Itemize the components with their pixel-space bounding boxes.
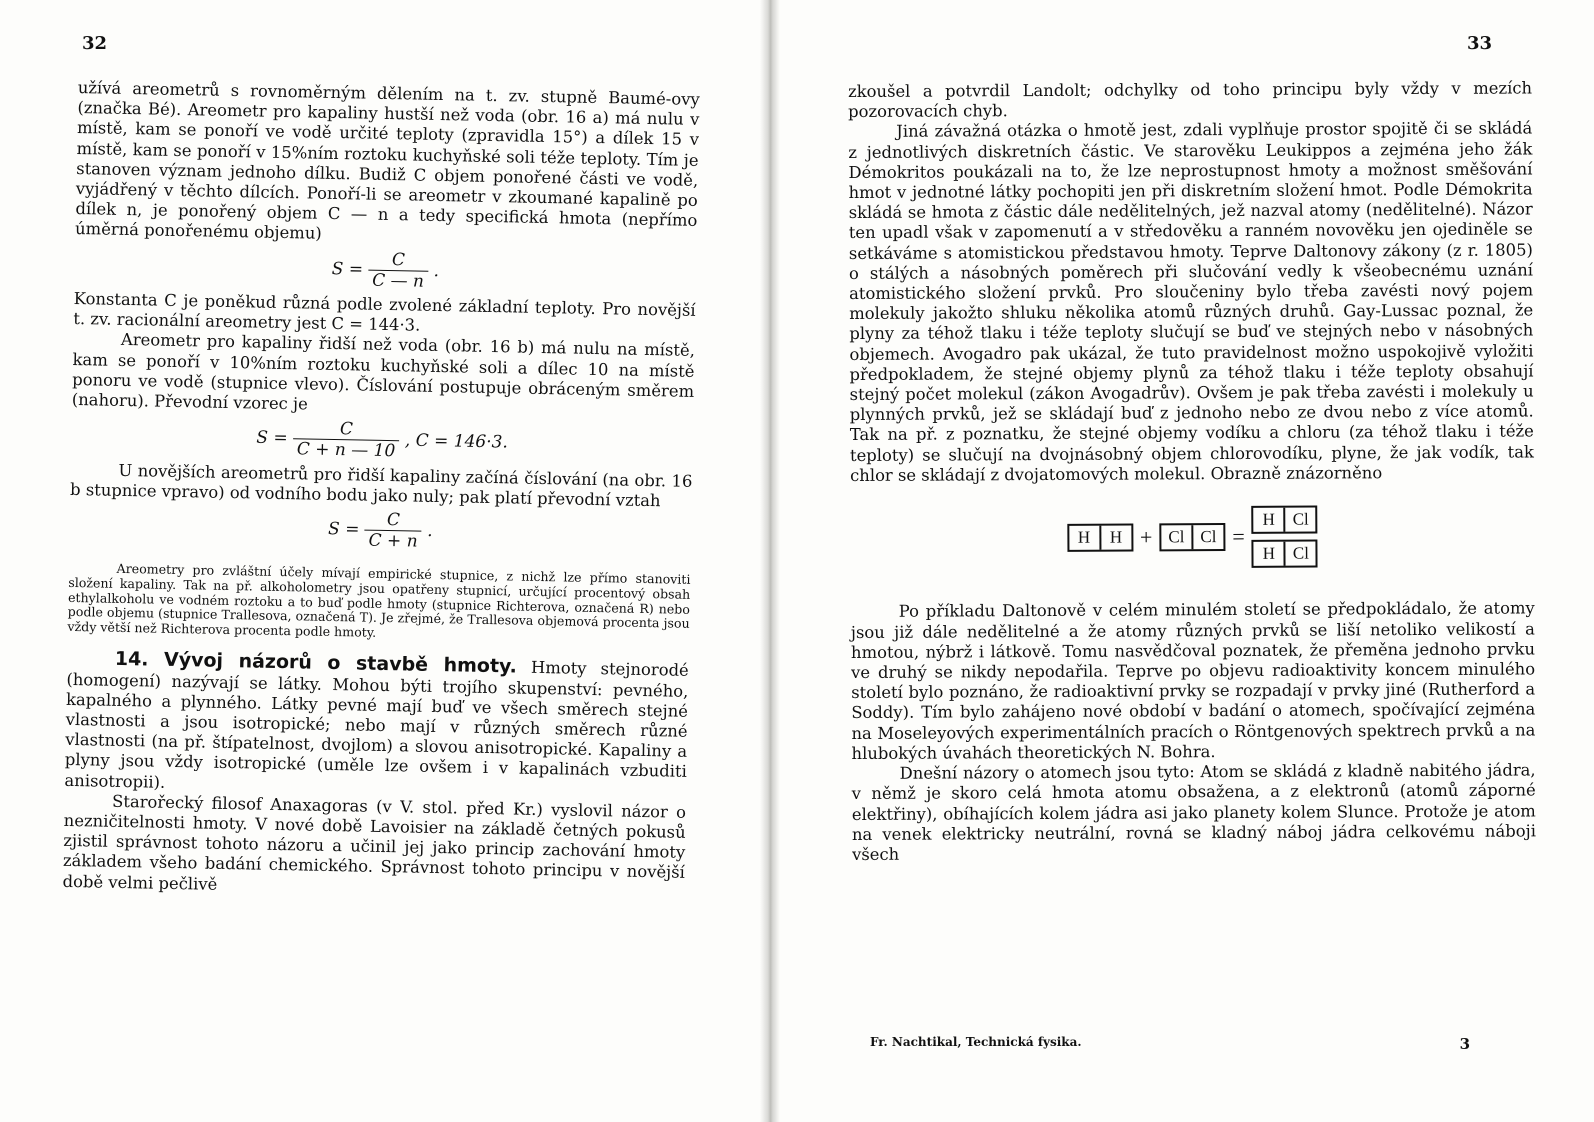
fraction [368,249,429,292]
fraction-numerator: C [365,510,422,532]
fraction [364,510,422,552]
fraction-denominator: C + n [368,530,418,552]
left-page [0,0,760,1122]
fraction [293,418,400,461]
page-footer [870,1035,1470,1053]
molecule-diagram [850,504,1534,570]
paragraph: Starořecký filosof Anaxagoras (v V. stol. před Kr.) vyslovil názor o nezničitelnosti hmoty. V nové době Lavoisier na základě četných pokusů zjistil správnost tohoto názoru a učinil jej jako princip zachování hmoty základem všeho badání chemického. Správnost tohoto principu v novější době velmi pečlivě [62,791,687,894]
formula-lhs: S = [327,519,360,540]
chlorine-molecule [1159,523,1225,552]
paragraph: Dnešní názory o atomech jsou tyto: Atom se skládá z kladně nabitého jádra, v němž je skoro celá hmota atomu obsažena, a z elektronů (atomů záporné elektřiny), obíhajících kolem jádra asi jako planety kolem Slunce. Protože je atom na venek elektricky neutrální, rovná se kladný náboj jádra celkovému náboji všech [851,760,1536,864]
fraction-denominator: C — n [372,270,425,292]
book-gutter [760,0,780,1122]
right-page [780,0,1594,1122]
signature-mark: 3 [1459,1035,1470,1053]
fraction-numerator: C [293,418,400,441]
atom-cl: Cl [1284,508,1316,532]
atom-h: H [1262,509,1275,529]
atom-h: H [1099,526,1131,550]
section-heading: 14. Vývoj názorů o stavbě hmoty. [114,648,518,678]
paragraph: Konstanta C je poněkud různá podle zvolené základní teploty. Pro novější t. zv. racionální areometry jest C = 144·3. [73,288,696,335]
hydrogen-molecule [1067,524,1133,553]
formula-lhs: S = [256,427,288,449]
section-text: Hmoty stejnorodé (homogení) nazývají se látky. Mohou býti trojího skupenství: pevného, kapalného a plynného. Látky pevné mají buď ve všech směrech stejné vlastnosti a jsou isotropické; nebo mají v různých směrech různé vlastnosti (na př. štípatelnost, dvojlom) a slovou anisotropické. Kapaliny a plyny jsou vždy isotropické (uměle lze ovšem i v kapalinách vzbuditi anisotropii). [64,658,689,792]
atom-h: H [1262,544,1276,564]
paragraph: zkoušel a potvrdil Landolt; odchylky od toho principu byly vždy v mezích pozorovacích chyb. [848,78,1533,122]
footer-book-title: Fr. Nachtikal, Technická fysika. [870,1035,1082,1049]
right-page-text [848,78,1536,865]
equals-sign: = [1232,524,1245,550]
fraction-numerator: C [368,249,428,271]
hcl-molecule [1252,506,1318,535]
left-page-text [62,78,700,904]
formula-end: . [433,260,440,281]
hydrogen-chloride-molecules [1252,506,1318,569]
small-print-note: Areometry pro zvláštní účely mívají empirické stupnice, z nichž lze přímo stanoviti složení kapaliny. Tak na př. alkoholometry jsou opatřeny stupnicí, určující procentový obsah ethylalkoholu ve vodném roztoku a to buď podle hmoty (stupnice Richterova, označená R) nebo podle objemu (stupnice Trallesova, označená T). Je zřejmé, že Trallesova objemová procenta jsou vždy větší než Richterova procenta podle hmoty. [67,561,691,640]
atom-cl: Cl [1191,525,1223,549]
formula-2 [71,414,694,467]
formula-constant: , C = 146·3. [404,430,509,453]
formula-3 [69,504,692,557]
formula-end: . [427,521,433,542]
page-number-left: 32 [82,33,108,54]
formula-lhs: S = [331,258,364,280]
atom-cl: Cl [1284,542,1316,566]
atom-cl: Cl [1168,527,1185,547]
paragraph: užívá areometrů s rovnoměrným dělením na t. zv. stupně Baumé-ovy (značka Bé). Areometr pro kapaliny hustší než voda (obr. 16 a) má nulu v místě, kam se ponoří ve vodě určité teploty (zpravidla 15°) a dílek 15 v místě, kam se ponoří v 15%ním roztoku kuchyňské soli téže teploty. Tím je stanoven význam jednoho dílku. Budiž C objem ponořené části ve vodě, vyjádřený v těchto dílcích. Ponoří-li se areometr v zkoumané kapalině po dílek n, je ponořený objem C — n a tedy specifická hmota (nepřímo úměrná ponořenému objemu) [74,78,700,244]
atom-h: H [1077,527,1091,547]
section-paragraph [64,648,689,802]
paragraph: Jiná závažná otázka o hmotě jest, zdali vyplňuje prostor spojitě či se skládá z jednotlivých diskretních částic. Ve starověku Leukippos a zejména jeho žák Démokritos poukázali na to, že lze neprostupnost hmoty a možnost směšování hmot v jednotné látky pochopiti jen při diskretním složení hmot. Podle Démokrita skládá se hmota z částic dále nedělitelných, jež nazval atomy (nedělitelné). Názor ten upadl však v zapomenutí a v středověku a ranném novověku jen ojediněle se setkáváme s atomistickou představou hmoty. Teprve Daltonovy zákony (z r. 1805) o stálých a násobných poměrech při slučování vedly k všeobecnému uznání atomistického složení prvků. Pro sloučeniny bylo třeba zavésti nový pojem molekuly jakožto shluku několika atomů různých druhů. Gay-Lussac poznal, že plyny za téhož tlaku i téže teploty slučují se buď ve stejných nebo v násobných objemech. Avogadro pak ukázal, že tuto pravidelnost možno uspokojivě vyložiti předpokladem, že stejné objemy plynů za téhož tlaku i téže teploty obsahují stejný počet molekul (zákon Avogadrův). Ovšem je pak třeba zavésti i molekuly u plynných prvků, jež se skládají buď z jednoho nebo ze dvou nebo z více atomů. Tak na př. z poznatku, že stejné objemy vodíku a chloru (za téhož tlaku i téže teploty) se slučují na dvojnásobný objem chlorovodíku, plyne, že jak vodík, tak chlor se skládají z dvojatomových molekul. Obrazně znázorněno [848,118,1534,485]
page-number-right: 33 [1466,33,1492,54]
paragraph: U novějších areometrů pro řidší kapaliny začíná číslování (na obr. 16 b stupnice vpravo) od vodního bodu jako nuly; pak platí převodní vztah [69,460,693,511]
paragraph: Areometr pro kapaliny řidší než voda (obr. 16 b) má nulu na místě, kam se ponoří v 10%ním roztoku kuchyňské soli a dílec 10 na místě ponoru ve vodě (stupnice vlevo). Číslování postupuje obráceným směrem (nahoru). Převodní vzorec je [71,330,696,414]
formula-1 [74,244,697,297]
hcl-molecule [1252,540,1318,569]
paragraph: Po příkladu Daltonově v celém minulém století se předpokládalo, že atomy jsou již dále nedělitelné a že atomy různých prvků se liší netoliko velikostí a hmotou, nýbrž i látkově. Tomu nasvědčoval poznatek, že přeměna jednoho prvku ve druhý se nikdy nepodařila. Teprve po objevu radioaktivity koncem minulého století bylo poznáno, že radioaktivní prvky se rozpadají v prvky jiné (Rutherford a Soddy). Tím bylo zahájeno nové období v badání o atomech, spočívající zejména na Moseleyových experimentálních pracích o Röntgenových spektrech prvků a na hlubokých úvahách theoretických N. Bohra. [850,598,1536,763]
plus-sign: + [1139,524,1153,550]
fraction-denominator: C + n — 10 [296,439,396,462]
